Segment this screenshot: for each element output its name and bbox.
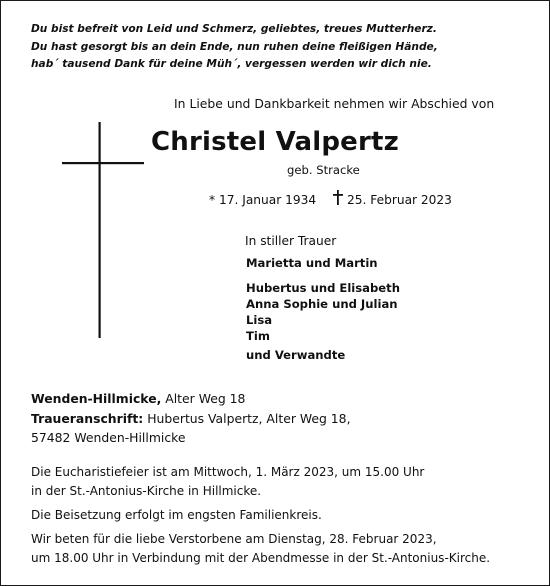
verse-line: hab´ tausend Dank für deine Müh´, vergessen werden wir dich nie. — [31, 58, 432, 70]
birth-date: * 17. Januar 1934 — [209, 193, 317, 207]
mass-announcement — [31, 463, 424, 500]
memorial-verse — [31, 21, 438, 74]
mourner-name: Hubertus und Elisabeth — [246, 281, 400, 295]
address-block — [31, 389, 351, 448]
mourners-intro: In stiller Trauer — [245, 234, 337, 248]
residence-label: Wenden-Hillmicke, — [31, 391, 162, 406]
mass-line: in der St.-Antonius-Kirche in Hillmicke. — [31, 483, 262, 498]
prayer-line: Wir beten für die liebe Verstorbene am Dienstag, 28. Februar 2023, — [31, 532, 437, 546]
residence-street: Alter Weg 18 — [161, 391, 246, 406]
dagger-cross-icon — [333, 190, 343, 205]
mourner-name: Lisa — [246, 313, 273, 327]
mourner-name: Tim — [246, 329, 270, 343]
mass-line: Die Eucharistiefeier ist am Mittwoch, 1. März 2023, um 15.00 Uhr — [31, 465, 425, 479]
farewell-intro: In Liebe und Dankbarkeit nehmen wir Abschied von — [174, 96, 495, 111]
prayer-line: um 18.00 Uhr in Verbindung mit der Abendmesse in der St.-Antonius-Kirche. — [31, 550, 491, 565]
mourner-name: Marietta und Martin — [246, 256, 378, 270]
residence-line — [31, 389, 351, 409]
birth-name: geb. Stracke — [287, 163, 360, 177]
contact-line — [31, 409, 351, 429]
verse-line: Du bist befreit von Leid und Schmerz, geliebtes, treues Mutterherz. — [31, 23, 437, 35]
mourner-name: und Verwandte — [246, 348, 346, 362]
mourner-name: Anna Sophie und Julian — [246, 297, 398, 311]
burial-announcement — [31, 506, 322, 525]
prayer-announcement — [31, 530, 490, 567]
contact-value: Hubertus Valpertz, Alter Weg 18, — [143, 410, 351, 426]
deceased-name: Christel Valpertz — [150, 127, 399, 157]
contact-label: Traueranschrift: — [31, 410, 144, 426]
postal-line: 57482 Wenden-Hillmicke — [31, 430, 186, 445]
burial-line: Die Beisetzung erfolgt im engsten Familienkreis. — [31, 508, 322, 522]
verse-line: Du hast gesorgt bis an dein Ende, nun ruhen deine fleißigen Hände, — [31, 40, 438, 53]
death-date: 25. Februar 2023 — [347, 193, 452, 207]
